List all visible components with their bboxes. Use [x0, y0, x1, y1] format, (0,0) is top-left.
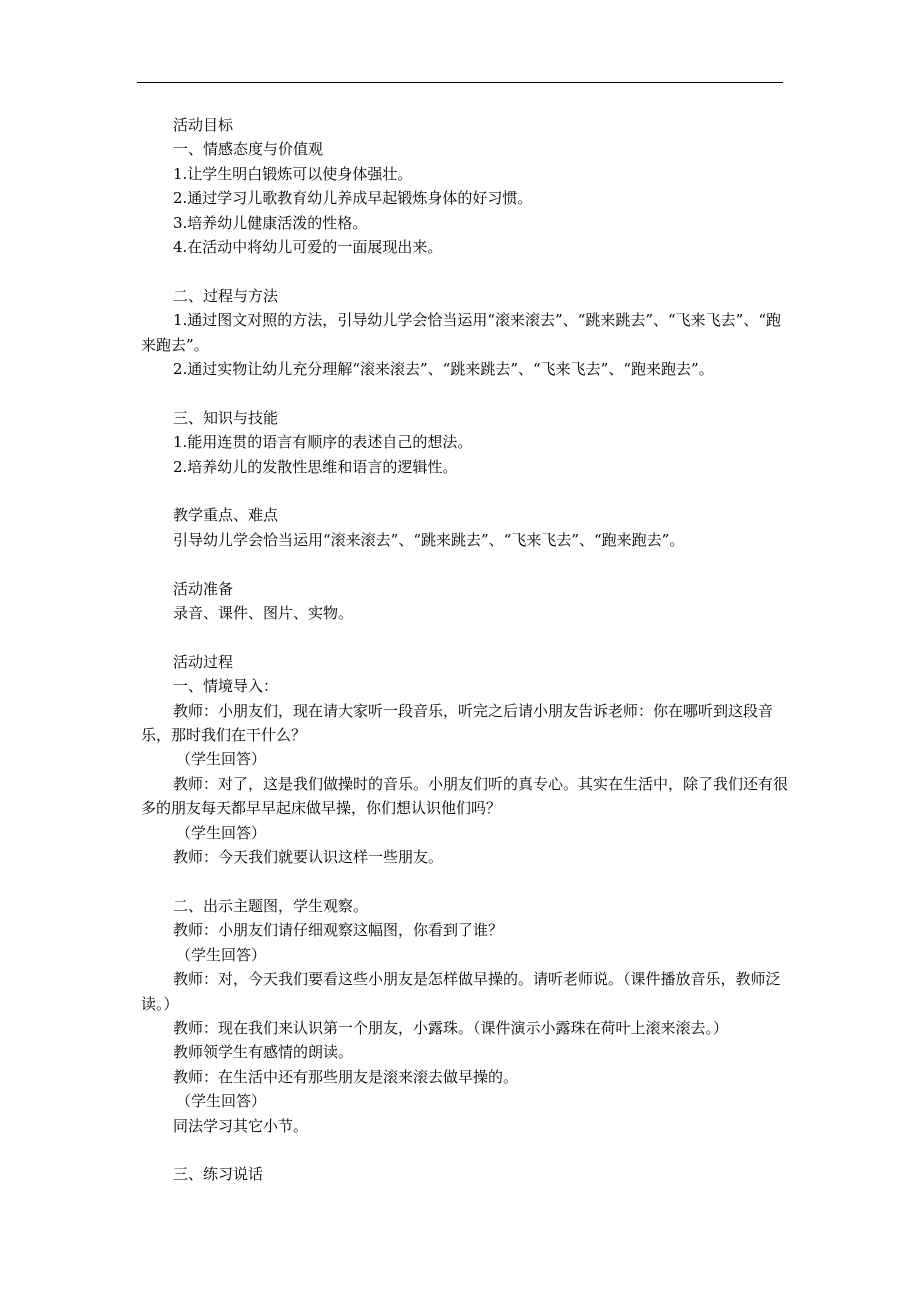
- step1-heading: 一、情境导入：: [173, 677, 279, 696]
- goal2-item: 2.通过实物让幼儿充分理解“滚来滚去”、“跳来跳去”、“飞来飞去”、“跑来跑去”。: [173, 360, 714, 379]
- step2-line: （学生回答）: [176, 1092, 267, 1111]
- step1-line: 教师：小朋友们，现在请大家听一段音乐，听完之后请小朋友告诉老师：你在哪听到这段音乐，那时我们在干什么？: [141, 701, 774, 745]
- step2-line: 教师领学生有感情的朗读。: [173, 1043, 354, 1062]
- key-points-text: 引导幼儿学会恰当运用“滚来滚去”、“跳来跳去”、“飞来飞去”、“跑来跑去”。: [173, 530, 685, 549]
- step1-line: 教师：对了，这是我们做操时的音乐。小朋友们听的真专心。其实在生活中，除了我们还有很多的朋友每天都早早起床做早操，你们想认识他们吗？: [141, 774, 789, 818]
- step3-heading: 三、练习说话: [173, 1165, 264, 1184]
- step2-heading: 二、出示主题图，学生观察。: [173, 896, 369, 915]
- step2-line: 教师：小朋友们请仔细观察这幅图，你看到了谁？: [173, 921, 504, 940]
- preparation-text: 录音、课件、图片、实物。: [173, 604, 354, 623]
- goal2-item: 1.通过图文对照的方法，引导幼儿学会恰当运用“滚来滚去”、“跳来跳去”、“飞来飞去”、“跑来跑去”。: [141, 311, 781, 354]
- preparation-heading: 活动准备: [173, 579, 234, 598]
- step1-line: 教师：今天我们就要认识这样一些朋友。: [173, 848, 444, 867]
- goal1-item: 4.在活动中将幼儿可爱的一面展现出来。: [173, 238, 443, 257]
- goal1-item: 1.让学生明白锻炼可以使身体强壮。: [173, 164, 413, 183]
- header-rule: [137, 82, 783, 83]
- step2-line: 同法学习其它小节。: [173, 1116, 309, 1135]
- goals-heading: 活动目标: [173, 116, 234, 134]
- goal3-item: 1.能用连贯的语言有顺序的表述自己的想法。: [173, 433, 473, 452]
- step2-line: （学生回答）: [176, 945, 267, 964]
- key-points-heading: 教学重点、难点: [173, 506, 279, 525]
- step1-line: （学生回答）: [176, 823, 267, 842]
- goal1-item: 2.通过学习儿歌教育幼儿养成早起锻炼身体的好习惯。: [173, 189, 533, 208]
- goal2-heading: 二、过程与方法: [173, 286, 279, 305]
- document-body: [141, 113, 789, 1187]
- step2-line: 教师：在生活中还有那些朋友是滚来滚去做早操的。: [173, 1067, 519, 1086]
- goal1-item: 3.培养幼儿健康活泼的性格。: [173, 213, 368, 232]
- step2-line: 教师：对，今天我们要看这些小朋友是怎样做早操的。请听老师说。（课件播放音乐，教师泛读。）: [141, 970, 781, 1013]
- step1-line: （学生回答）: [176, 750, 267, 769]
- goal1-heading: 一、情感态度与价值观: [173, 140, 324, 159]
- process-heading: 活动过程: [173, 652, 234, 671]
- goal3-heading: 三、知识与技能: [173, 408, 279, 427]
- step2-line: 教师：现在我们来认识第一个朋友，小露珠。（课件演示小露珠在荷叶上滚来滚去。）: [173, 1018, 729, 1037]
- goal3-item: 2.培养幼儿的发散性思维和语言的逻辑性。: [173, 457, 458, 476]
